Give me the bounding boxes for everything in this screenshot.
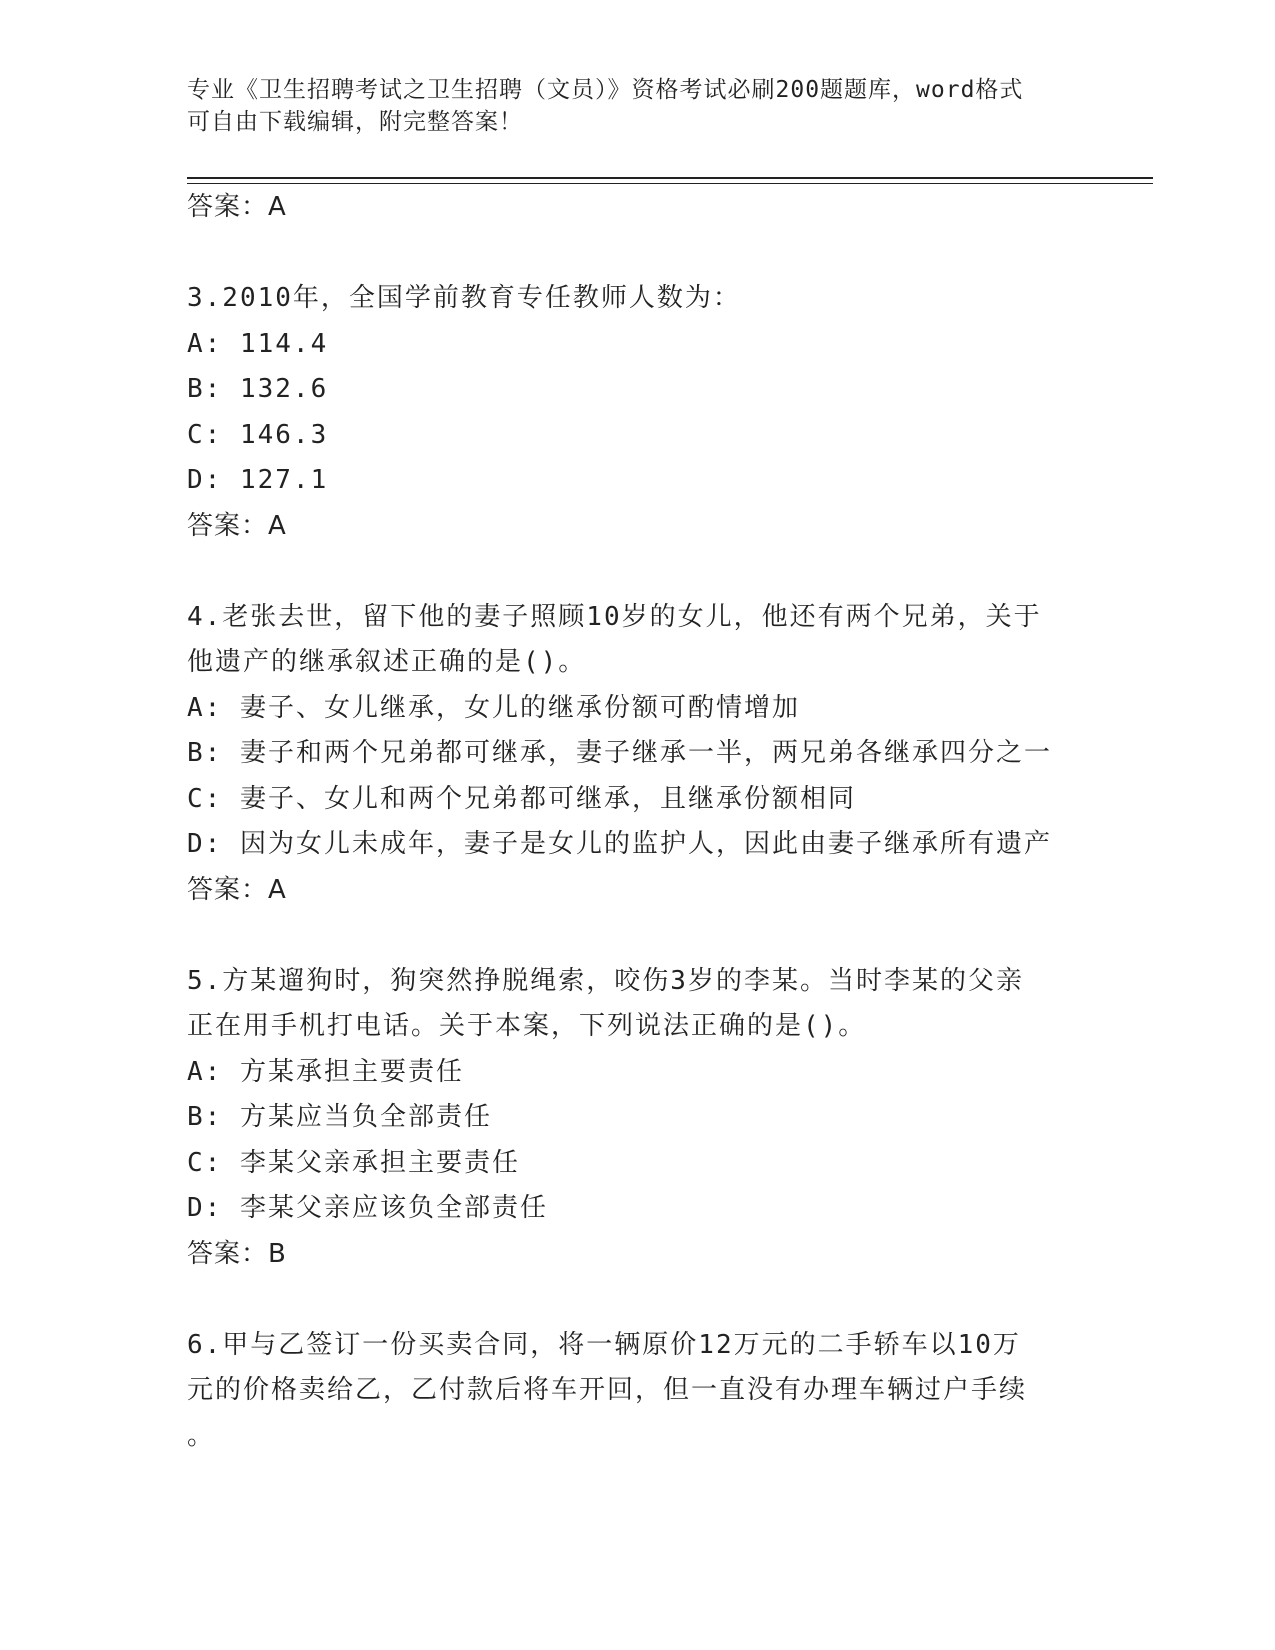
option-c: C: 妻子、女儿和两个兄弟都可继承，且继承份额相同 bbox=[187, 783, 856, 814]
spacer bbox=[187, 549, 1087, 595]
option-d: D: 李某父亲应该负全部责任 bbox=[187, 1193, 548, 1223]
question-stem: 元的价格卖给乙，乙付款后将车开回，但一直没有办理车辆过户手续 bbox=[187, 1375, 1028, 1405]
answer-line: 答案：A bbox=[187, 510, 287, 541]
question-block bbox=[187, 276, 1087, 549]
option-c: C: 146.3 bbox=[187, 419, 329, 450]
question-stem: 。 bbox=[187, 1420, 216, 1451]
option-c: C: 李某父亲承担主要责任 bbox=[187, 1147, 520, 1178]
spacer bbox=[187, 231, 1087, 277]
question-stem: 6.甲与乙签订一份买卖合同，将一辆原价12万元的二手轿车以10万 bbox=[187, 1329, 1021, 1360]
question-block bbox=[187, 959, 1087, 1278]
option-a: A: 妻子、女儿继承，女儿的继承份额可酌情增加 bbox=[187, 692, 800, 723]
spacer bbox=[187, 913, 1087, 959]
option-a: A: 114.4 bbox=[187, 328, 329, 359]
question-stem: 4.老张去世，留下他的妻子照顾10岁的女儿，他还有两个兄弟，关于 bbox=[187, 601, 1042, 632]
question-stem: 他遗产的继承叙述正确的是()。 bbox=[187, 647, 587, 677]
header-rule-thin bbox=[187, 183, 1153, 184]
question-block bbox=[187, 1323, 1087, 1460]
question-block bbox=[187, 595, 1087, 914]
answer-line: 答案：A bbox=[187, 874, 287, 905]
header-line-1: 专业《卫生招聘考试之卫生招聘（文员）》资格考试必刷200题题库，word格式 bbox=[187, 77, 1024, 103]
header-line-2: 可自由下载编辑，附完整答案！ bbox=[187, 109, 523, 135]
answer-line: 答案：B bbox=[187, 1238, 287, 1269]
document-header bbox=[187, 74, 1067, 138]
option-b: B: 方某应当负全部责任 bbox=[187, 1102, 492, 1132]
option-a: A: 方某承担主要责任 bbox=[187, 1056, 464, 1087]
question-stem: 3.2010年，全国学前教育专任教师人数为： bbox=[187, 283, 741, 313]
document-body bbox=[187, 185, 1087, 1459]
answer-line: 答案：A bbox=[187, 192, 287, 222]
question-stem: 正在用手机打电话。关于本案，下列说法正确的是()。 bbox=[187, 1011, 867, 1041]
header-rule-thick bbox=[187, 177, 1153, 179]
question-stem: 5.方某遛狗时，狗突然挣脱绳索，咬伤3岁的李某。当时李某的父亲 bbox=[187, 965, 1024, 996]
option-b: B: 妻子和两个兄弟都可继承，妻子继承一半，两兄弟各继承四分之一 bbox=[187, 738, 1052, 768]
option-d: D: 因为女儿未成年，妻子是女儿的监护人，因此由妻子继承所有遗产 bbox=[187, 829, 1052, 859]
spacer bbox=[187, 1277, 1087, 1323]
option-d: D: 127.1 bbox=[187, 465, 329, 495]
option-b: B: 132.6 bbox=[187, 374, 329, 404]
